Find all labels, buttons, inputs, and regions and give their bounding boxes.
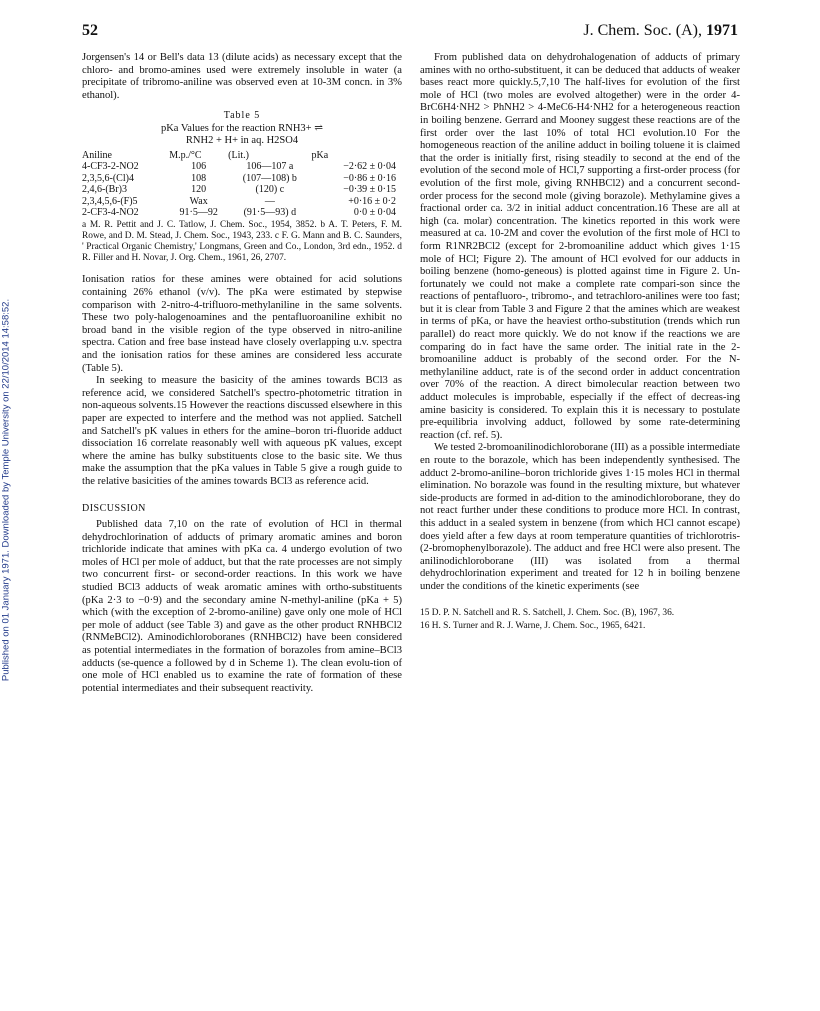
table-footnotes: a M. R. Pettit and J. C. Tatlow, J. Chem. Soc., 1954, 3852. b A. T. Peters, F. M. Rowe, and D. M. Stead, J. Chem. Soc., 1943, 233. c F. G. Mann and B. C. Saunders, ' Practical Organic Chemistry,' Longmans, Green and Co., London, 3rd edn., 1952. d R. Filler and H. Novar, J. Org. Chem., 1961, 26, 2707. (82, 220, 402, 264)
intermediate-paragraph: We tested 2-bromoanilinodichloroborane (III) as a possible intermediate en route to the borazole, which has been independently synthesised. The adduct 2-bromo-aniline–boron trichloride gives 1·15 moles HCl in thermal elimination. No borazole was found in the resulting mixture, but whatever side-products are formed in ad-dition to the aminodichloroborane, they do not react further under these conditions to produce more HCl. In contrast, this adduct in a sealed system in benzene (from which HCl cannot escape) does yield after a few days at room temperature quantities of trichlorotris-(2-bromophenylborazole). The adduct and free HCl were also present. The anilinodichloroborane (III) was isolated from a thermal dehydrochlorination experiment and treated for 12 h in boiling benzene under the conditions of the kinetic experiments (see (420, 442, 740, 592)
cell-pka: 0·0 ± 0·04 (353, 207, 396, 218)
cell-aniline: 2-CF3-4-NO2 (82, 207, 139, 218)
journal-year: 1971 (706, 22, 738, 39)
header-pka: pKa (311, 149, 329, 161)
cell-lit: — (264, 195, 275, 207)
discussion-paragraph: Published data 7,10 on the rate of evolution of HCl in thermal dehydrochlorination of adducts of primary aromatic amines and boron trichloride indicate that amines with pKa ca. 4 undergo evolution of two moles of HCl per mole of adduct, but that the rate processes are not simply two concurrent first- or second-order reactions. In this work we have studied BCl3 adducts of weak aromatic amines with ortho-substituents (pKa 2·3 to −0·9) and the secondary amine N-methyl-aniline (pKa + 5) which (with the exception of 2-bromo-aniline) gave only one mole of HCl per mole of adduct (see Table 3) and gave as the other product RNHBCl2 (RNMeBCl2). Aminodichloroboranes (RNHBCl2) have been considered as potential intermediates in the formation of borazoles from amine–BCl3 adducts (se-quence a followed by d in Scheme 1). The clean evolu-tion of one mole of HCl enabled us to examine the rate of formation of these potential intermediates and their subsequent reactivity. (82, 519, 402, 694)
footnotes (420, 608, 740, 632)
dehydrohalogenation-paragraph: From published data on dehydrohalogenation of adducts of primary amines with no ortho-substituent, it can be deduced that adducts of weaker bases react more quickly.5,7,10 The half-lives for evolution of the first mole of HCl (two moles are evolved altogether) were in the order 4-BrC6H4·NH2 > PhNH2 > 4-MeC6-H4·NH2 for a heterogeneous reaction in boiling benzene. Gerrard and Mooney suggest these reactions are of the first order over the last 10% of total HCl evolution.10 For the homogeneous reaction of the aniline adduct in boiling toluene it is claimed that the order is initially first, rising steadily to second at the end of the evolution of the second mole of HCl,7 supporting a first-order process (for evolution of the first mole, giving RNHBCl2) and a concurrent second-order process for the second mole (giving borazole). Methylamine gives a fractional order ca. 3/2 in initial adduct concentration.16 These are all at high (ca. molar) concentration. The kinetics reported in this work were measured at ca. 10-2M and cover the evolution of the first mole of HCl to form R1NR2BCl2 (except for 2-bromoaniline adduct which gives 1·15 mole of HCl; Figure 2). The amount of HCl evolved for our adducts in boiling benzene (homo-geneous) is plotted against time in Figure 2. Un-fortunately we could not make a complete rate compari-son since the reactions of pentafluoro-, tribromo-, and tetrachloro-anilines were too fast; but it is clear from Table 3 and Figure 2 that the amines which are weakest in terms of pKa, or have the heaviest ortho-substitution (trends which run parallel) do react more quickly. We do not know if the reactions we are comparing do in fact have the same order. The initial rate in the 2-bromoaniline adduct is probably of the second order. For the N-methylaniline adduct, rate is of the second order in adduct concentration over 70% of the reaction. A direct bimolecular reaction between two adduct molecules is improbable, especially if the effect of decreas-ing amine basicity is considered. To explain this it is necessary to postulate pre-equilibria involving adduct, followed by some rate-determining reaction (cf. ref. 5). (420, 52, 740, 441)
cell-mp: 91·5—92 (179, 207, 218, 218)
header-lit: (Lit.) (228, 149, 249, 161)
footnote-15: 15 D. P. N. Satchell and R. S. Satchell, J. Chem. Soc. (B), 1967, 36. (420, 607, 675, 618)
cell-lit: (120) c (255, 184, 285, 196)
right-column (420, 52, 740, 634)
ionisation-paragraph: Ionisation ratios for these amines were obtained for acid solutions containing 26% ethanol (v/v). The pKa were estimated by stepwise comparison with 2-nitro-4-trifluoro-methylaniline in the same solvents. These two poly-halogenoamines and the pentafluoroaniline exhibit no broad band in the visible region of the type observed in nitro-aniline spectra. Cation and free base instead have closely overlapping u.v. spectra and the ionisation ratios for these amines are considered less accurate (Table 5). (82, 274, 402, 374)
intro-paragraph: Jorgensen's 14 or Bell's data 13 (dilute acids) as necessary except that the chloro- and bromo-amines used were extremely insoluble in water (a precipitate of tribromo-aniline was observed even at 10-3M concn. in 3% ethanol). (82, 52, 402, 101)
header-mp: M.p./°C (169, 149, 202, 161)
cell-aniline: 2,4,6-(Br)3 (82, 184, 127, 196)
cell-mp: 108 (191, 172, 207, 184)
basicity-paragraph: In seeking to measure the basicity of the amines towards BCl3 as reference acid, we considered Satchell's spectro-photometric titration in non-aqueous solvents.15 However the reactions discussed elsewhere in this paper are expected to interfere and the method was not applied. Satchell and Satchell's pK values in ethers for the amine–boron tri-fluoride adduct dissociation 16 correlate reasonably well with aqueous pK values, except where the amine has bulky substituents close to the basic site. We thus make the assumption that the pKa values in Table 5 give a rough guide to the relative basicities of the amines towards BCl3 as reference acid. (82, 375, 402, 487)
cell-aniline: 4-CF3-2-NO2 (82, 161, 139, 173)
table-row (82, 196, 402, 207)
download-notice-text: Published on 01 January 1971. Downloaded by Temple University on 22/10/2014 14:58:52. (0, 298, 12, 682)
table-header-row (82, 150, 402, 161)
table-row (82, 173, 402, 184)
cell-lit: 106—107 a (246, 161, 294, 173)
cell-lit: (91·5—93) d (243, 207, 297, 218)
cell-pka: +0·16 ± 0·2 (348, 195, 396, 207)
cell-lit: (107—108) b (242, 172, 297, 184)
page-number: 52 (82, 22, 98, 39)
table-row (82, 184, 402, 195)
table-row (82, 161, 402, 172)
table-title-line2: RNH2 + H+ in aq. H2SO4 (185, 135, 299, 147)
discussion-heading: DISCUSSION (82, 502, 146, 514)
cell-pka: −2·62 ± 0·04 (343, 161, 396, 173)
cell-mp: 106 (191, 161, 207, 173)
cell-pka: −0·86 ± 0·16 (343, 172, 396, 184)
download-notice (0, 180, 18, 800)
left-column (82, 52, 402, 695)
table-caption: Table 5 (223, 110, 261, 122)
cell-aniline: 2,3,4,5,6-(F)5 (82, 195, 138, 207)
cell-mp: Wax (189, 195, 208, 207)
pka-table (82, 150, 402, 218)
journal-title: J. Chem. Soc. (A), 1971 (583, 22, 738, 39)
header-aniline: Aniline (82, 149, 112, 161)
page-header (82, 22, 738, 46)
table-title-line1: pKa Values for the reaction RNH3+ ⇌ (160, 122, 324, 134)
cell-aniline: 2,3,5,6-(Cl)4 (82, 172, 134, 184)
table-row (82, 207, 402, 218)
cell-mp: 120 (191, 184, 207, 196)
cell-pka: −0·39 ± 0·15 (343, 184, 396, 196)
footnote-16: 16 H. S. Turner and R. J. Warne, J. Chem. Soc., 1965, 6421. (420, 620, 646, 631)
